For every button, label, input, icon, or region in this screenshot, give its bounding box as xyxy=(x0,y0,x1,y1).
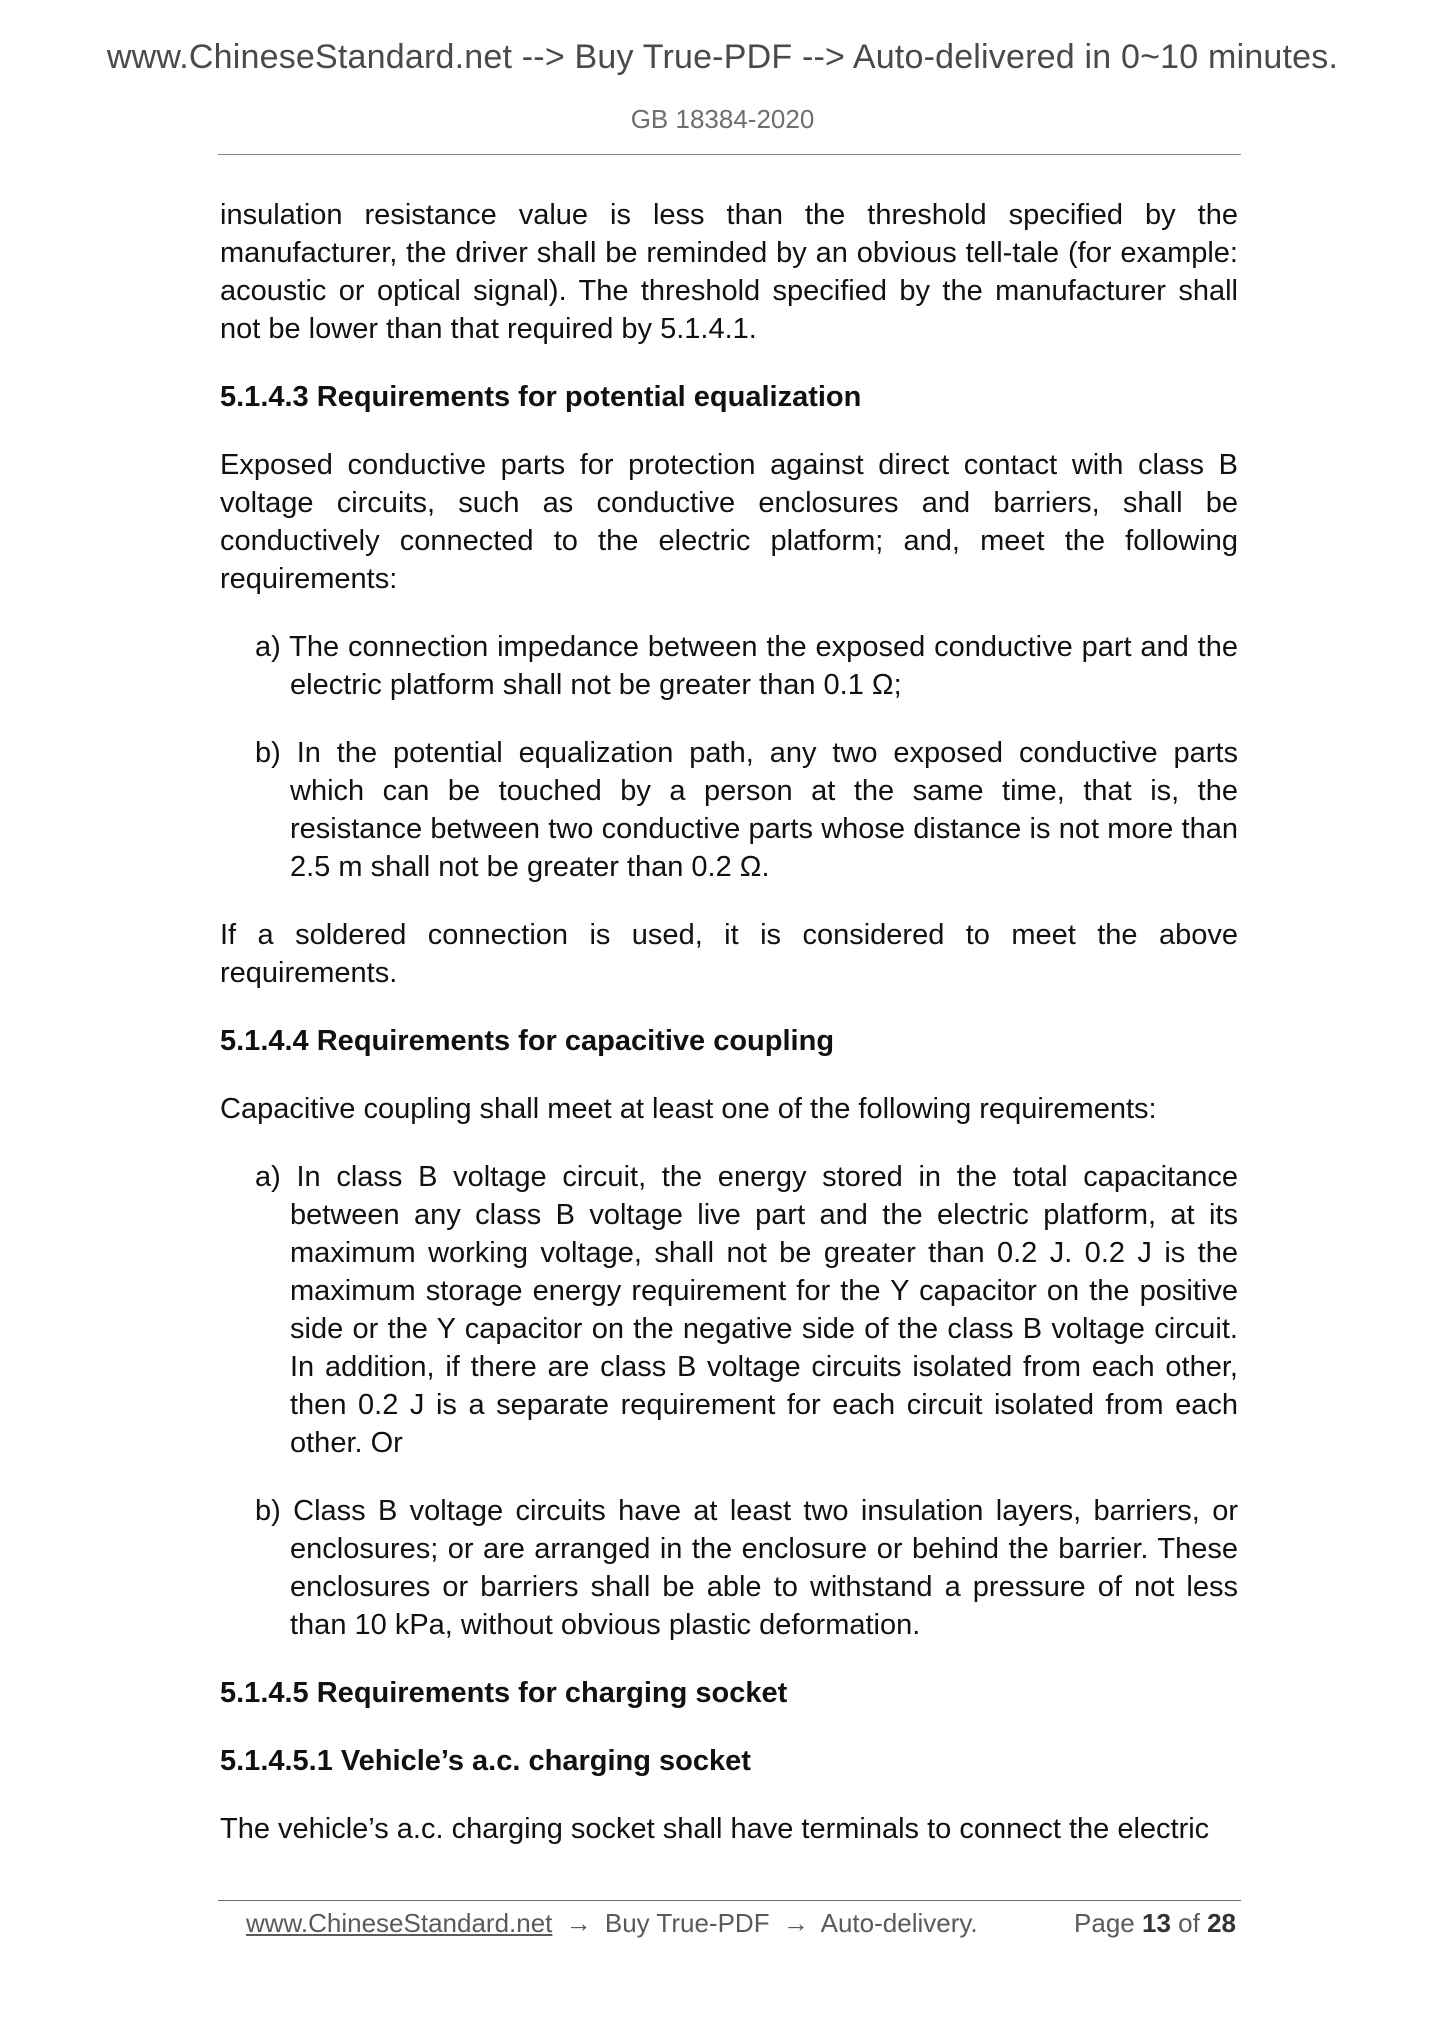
footer-links xyxy=(246,1908,978,1939)
page-number: 13 xyxy=(1142,1908,1171,1938)
ac-charging-socket-paragraph: The vehicle’s a.c. charging socket shall have terminals to connect the electric xyxy=(220,1813,1210,1845)
header-divider xyxy=(218,154,1241,155)
soldered-connection-paragraph: If a soldered connection is used, it is considered to meet the above requirements. xyxy=(220,919,1238,989)
standard-code: GB 18384-2020 xyxy=(630,104,815,134)
total-pages: 28 xyxy=(1207,1908,1236,1938)
section-heading-5-1-4-3: 5.1.4.3 Requirements for potential equalization xyxy=(220,381,862,413)
list-item: b) In the potential equalization path, any two exposed conductive parts which can be touched by a person at the same time, that is, the resistance between two conductive parts whose distance is not more than 2.5 m shall not be greater than 0.2 Ω. xyxy=(255,737,1238,883)
document-body xyxy=(220,196,1238,1878)
site-banner: www.ChineseStandard.net --> Buy True-PDF --> Auto-delivered in 0~10 minutes. xyxy=(106,38,1339,76)
site-link[interactable]: www.ChineseStandard.net xyxy=(246,1908,553,1938)
intro-paragraph: insulation resistance value is less than the threshold specified by the manufacturer, the driver shall be reminded by an obvious tell-tale (for example: acoustic or optical signal). The threshold specified by the manufacturer shall not be lower than that required by 5.1.4.1. xyxy=(220,199,1238,345)
page-label: Page xyxy=(1074,1908,1135,1938)
arrow-right-icon: → xyxy=(782,1908,809,1938)
section-heading-5-1-4-5-1: 5.1.4.5.1 Vehicle’s a.c. charging socket xyxy=(220,1745,751,1777)
capacitive-coupling-paragraph: Capacitive coupling shall meet at least one of the following requirements: xyxy=(220,1093,1157,1125)
page-footer xyxy=(246,1908,1236,1939)
delivery-text: Auto-delivery. xyxy=(820,1908,978,1938)
buy-text: Buy True-PDF xyxy=(604,1908,770,1938)
potential-equalization-paragraph: Exposed conductive parts for protection against direct contact with class B voltage circuits, such as conductive enclosures and barriers, shall be conductively connected to the electric platform; and, meet the following requirements: xyxy=(220,449,1238,595)
section-heading-5-1-4-4: 5.1.4.4 Requirements for capacitive coupling xyxy=(220,1025,835,1057)
list-item: b) Class B voltage circuits have at least two insulation layers, barriers, or enclosures; or are arranged in the enclosure or behind the barrier. These enclosures or barriers shall be able to withstand a pressure of not less than 10 kPa, without obvious plastic deformation. xyxy=(255,1495,1238,1641)
arrow-right-icon: → xyxy=(565,1908,592,1938)
footer-divider xyxy=(218,1900,1241,1901)
list-item: a) In class B voltage circuit, the energy stored in the total capacitance between any class B voltage live part and the electric platform, at its maximum working voltage, shall not be greater than 0.2 J. 0.2 J is the maximum storage energy requirement for the Y capacitor on the positive side or the Y capacitor on the negative side of the class B voltage circuit. In addition, if there are class B voltage circuits isolated from each other, then 0.2 J is a separate requirement for each circuit isolated from each other. Or xyxy=(255,1161,1238,1459)
page-indicator xyxy=(1074,1908,1236,1939)
section-heading-5-1-4-5: 5.1.4.5 Requirements for charging socket xyxy=(220,1677,788,1709)
list-item: a) The connection impedance between the exposed conductive part and the electric platform shall not be greater than 0.1 Ω; xyxy=(255,631,1238,701)
of-label: of xyxy=(1178,1908,1200,1938)
